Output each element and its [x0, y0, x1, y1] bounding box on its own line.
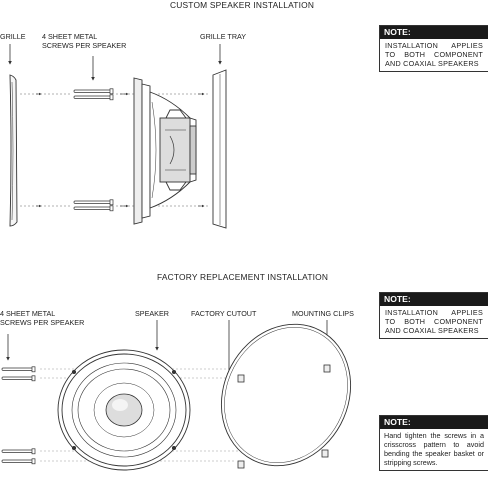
speaker-label: SPEAKER	[135, 309, 169, 318]
note-heading: NOTE:	[380, 416, 488, 429]
speaker-side-view	[134, 78, 196, 224]
custom-screws	[74, 89, 113, 211]
tighten-note-box	[379, 415, 488, 471]
grille-label: GRILLE	[0, 32, 26, 41]
screws-label: 4 SHEET METAL SCREWS PER SPEAKER	[42, 32, 127, 50]
grille-tray-label: GRILLE TRAY	[200, 32, 247, 41]
screw-icon	[74, 206, 113, 211]
factory-note-box	[379, 292, 488, 339]
custom-section-title: CUSTOM SPEAKER INSTALLATION	[170, 0, 315, 10]
note-text: INSTALLATION APPLIES TO BOTH COMPONENT AND COAXIAL SPEAKERS	[385, 308, 483, 335]
factory-screws-label: 4 SHEET METAL SCREWS PER SPEAKER	[0, 309, 85, 327]
clip-icon	[238, 461, 244, 468]
factory-screws	[2, 367, 35, 464]
factory-cutout-label: FACTORY CUTOUT	[191, 309, 257, 318]
clip-icon	[238, 375, 244, 382]
screw-icon	[74, 95, 113, 100]
screw-icon	[2, 376, 35, 381]
factory-cutout	[197, 301, 375, 482]
clip-icon	[322, 450, 328, 457]
grille-part	[10, 75, 17, 226]
speaker-front-view	[58, 350, 190, 470]
mounting-clips-label: MOUNTING CLIPS	[292, 309, 354, 318]
note-text: Hand tighten the screws in a crisscross pattern to avoid bending the speaker basket or stripping screws.	[384, 431, 484, 467]
note-heading: NOTE:	[380, 26, 488, 39]
screw-icon	[2, 367, 35, 372]
clip-icon	[324, 365, 330, 372]
screw-icon	[74, 200, 113, 205]
screw-icon	[2, 459, 35, 464]
factory-section-title: FACTORY REPLACEMENT INSTALLATION	[157, 272, 329, 282]
screw-icon	[2, 449, 35, 454]
note-text: INSTALLATION APPLIES TO BOTH COMPONENT AND COAXIAL SPEAKERS	[385, 41, 483, 68]
custom-note-box	[379, 25, 488, 72]
grille-tray-part	[213, 70, 226, 228]
screw-icon	[74, 89, 113, 94]
note-heading: NOTE:	[380, 293, 488, 306]
